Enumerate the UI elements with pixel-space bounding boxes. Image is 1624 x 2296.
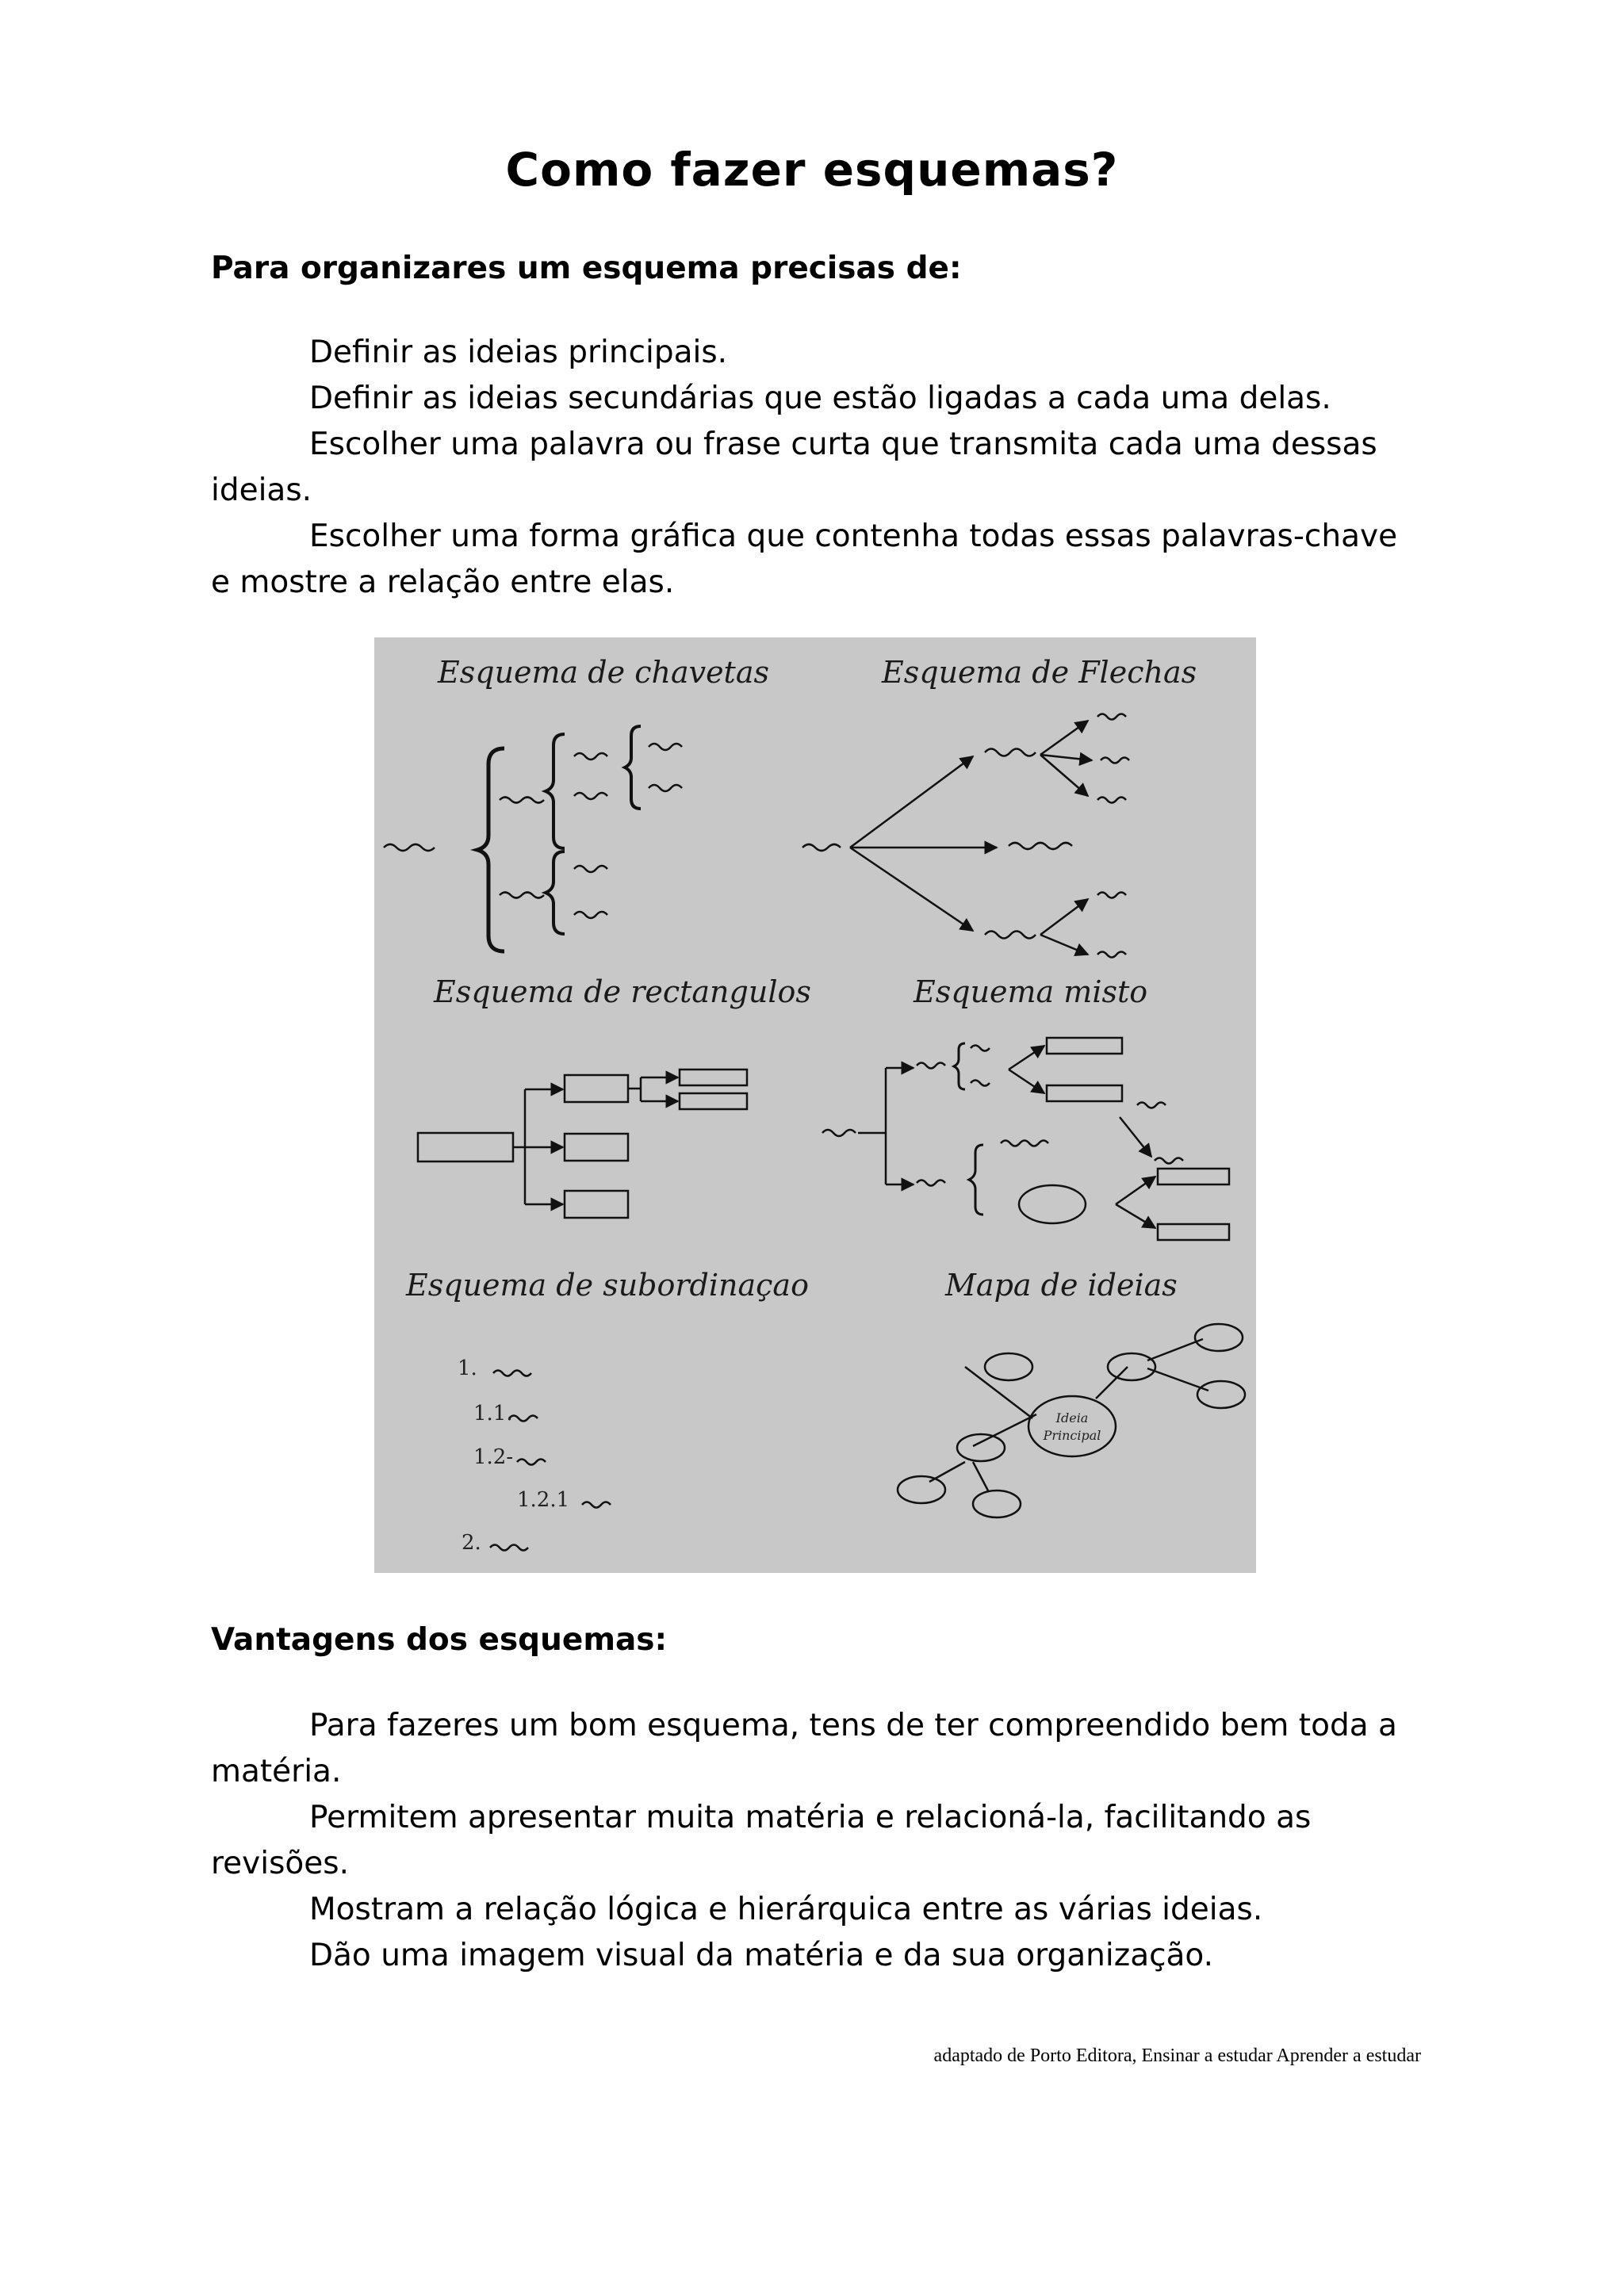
rectangle-schema [418,1070,747,1218]
label-mixed-schema: Esquema misto [914,974,1148,1009]
label-rectangle-schema: Esquema de rectangulos [434,974,811,1009]
label-arrow-schema: Esquema de Flechas [882,655,1197,690]
schema-types-illustration [374,637,1256,1573]
label-brace-schema: Esquema de chavetas [438,655,769,690]
organize-item-4: Escolher uma forma gráfica que contenha todas essas palavras-chave e mostre a relação entre elas. [211,519,1398,600]
subordination-number-1-2-1: 1.2.1 [517,1488,570,1512]
advantage-item-2: Permitem apresentar muita matéria e relacioná-la, facilitando as revisões. [211,1800,1312,1881]
brace-schema [384,726,682,951]
map-center-line-1: Ideia [1055,1410,1089,1425]
subordination-number-1-1: 1.1. [473,1402,513,1425]
section-heading-organize: Para organizares um esquema precisas de: [211,251,962,286]
schema-types-figure [374,637,1256,1573]
advantage-item-3: Mostram a relação lógica e hierárquica entre as várias ideias. [309,1892,1263,1927]
label-idea-map: Mapa de ideias [945,1268,1178,1303]
subordination-number-2: 2. [462,1531,481,1555]
arrow-schema [802,714,1129,958]
section-heading-advantages: Vantagens dos esquemas: [211,1622,668,1658]
subordination-number-1-2: 1.2- [473,1445,514,1469]
map-center-line-2: Principal [1043,1428,1101,1443]
advantage-item-4: Dão uma imagem visual da matéria e da sua organização. [309,1938,1214,1973]
organize-item-2: Definir as ideias secundárias que estão ligadas a cada uma delas. [309,381,1331,416]
page-title: Como fazer esquemas? [505,143,1119,197]
subordination-number-1: 1. [458,1357,477,1380]
source-citation: adaptado de Porto Editora, Ensinar a estudar Aprender a estudar [933,2045,1421,2066]
label-subordination-schema: Esquema de subordinaçao [406,1268,809,1303]
mixed-schema [822,1038,1229,1240]
advantage-item-1: Para fazeres um bom esquema, tens de ter compreendido bem toda a matéria. [211,1708,1397,1789]
organize-item-1: Definir as ideias principais. [309,335,728,370]
organize-item-3: Escolher uma palavra ou frase curta que transmita cada uma dessas ideias. [211,427,1377,508]
